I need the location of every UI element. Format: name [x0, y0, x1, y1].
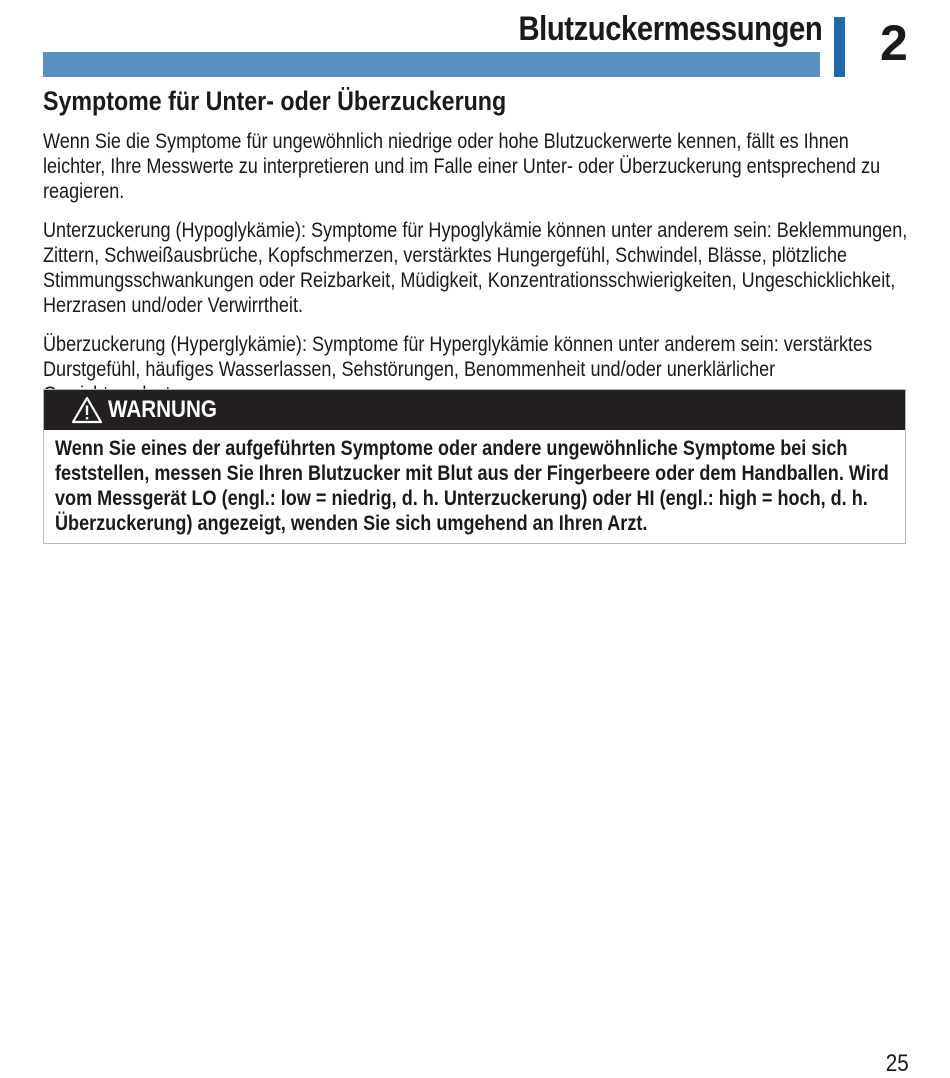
paragraph-intro: [43, 129, 912, 204]
page-number: 25: [886, 1050, 909, 1077]
header-bar: [43, 52, 820, 77]
page-header-title: Blutzuckermessungen: [518, 10, 822, 48]
warning-label: WARNUNG: [108, 396, 217, 423]
chapter-number: 2: [880, 15, 908, 71]
paragraph-text: Unterzuckerung (Hypoglykämie): Symptome für Hypoglykämie können unter anderem sein: Beklemmungen, Zittern, Schweißausbrüche, Kopfschmerzen, verstärktes Hungergefühl, Schwindel, Blässe, plötzliche Stimmungsschwankungen oder Reizbarkeit, Müdigkeit, Konzentrationsschwierigkeiten, Ungeschicklichkeit, Herzrasen und/oder Verwirrtheit.: [43, 219, 908, 317]
chapter-divider: [834, 17, 845, 77]
warning-box: [43, 389, 906, 544]
paragraph-hypoglycemia: [43, 218, 912, 318]
warning-text: Wenn Sie eines der aufgeführten Symptome oder andere ungewöhnliche Symptome bei sich feststellen, messen Sie Ihren Blutzucker mit Blut aus der Fingerbeere oder dem Handballen. Wird vom Messgerät LO (engl.: low = niedrig, d. h. Unterzuckerung) oder HI (engl.: high = hoch, d. h. Überzuckerung) angezeigt, wenden Sie sich umgehend an Ihren Arzt.: [55, 437, 889, 535]
warning-triangle-icon: [71, 396, 103, 424]
paragraph-text: Überzuckerung (Hyperglykämie): Symptome für Hyperglykämie können unter anderem sein: verstärktes Durstgefühl, häufiges Wasserlassen, Sehstörungen, Benommenheit und/oder unerklärlicher: [43, 333, 873, 381]
warning-header: [44, 390, 905, 430]
paragraph-text: Wenn Sie die Symptome für ungewöhnlich niedrige oder hohe Blutzuckerwerte kennen, fällt es Ihnen leichter, Ihre Messwerte zu interpretieren und im Falle einer Unter- oder Überzuckerung entsprechend zu reagieren.: [43, 130, 881, 203]
section-title: Symptome für Unter- oder Überzuckerung: [43, 86, 507, 116]
